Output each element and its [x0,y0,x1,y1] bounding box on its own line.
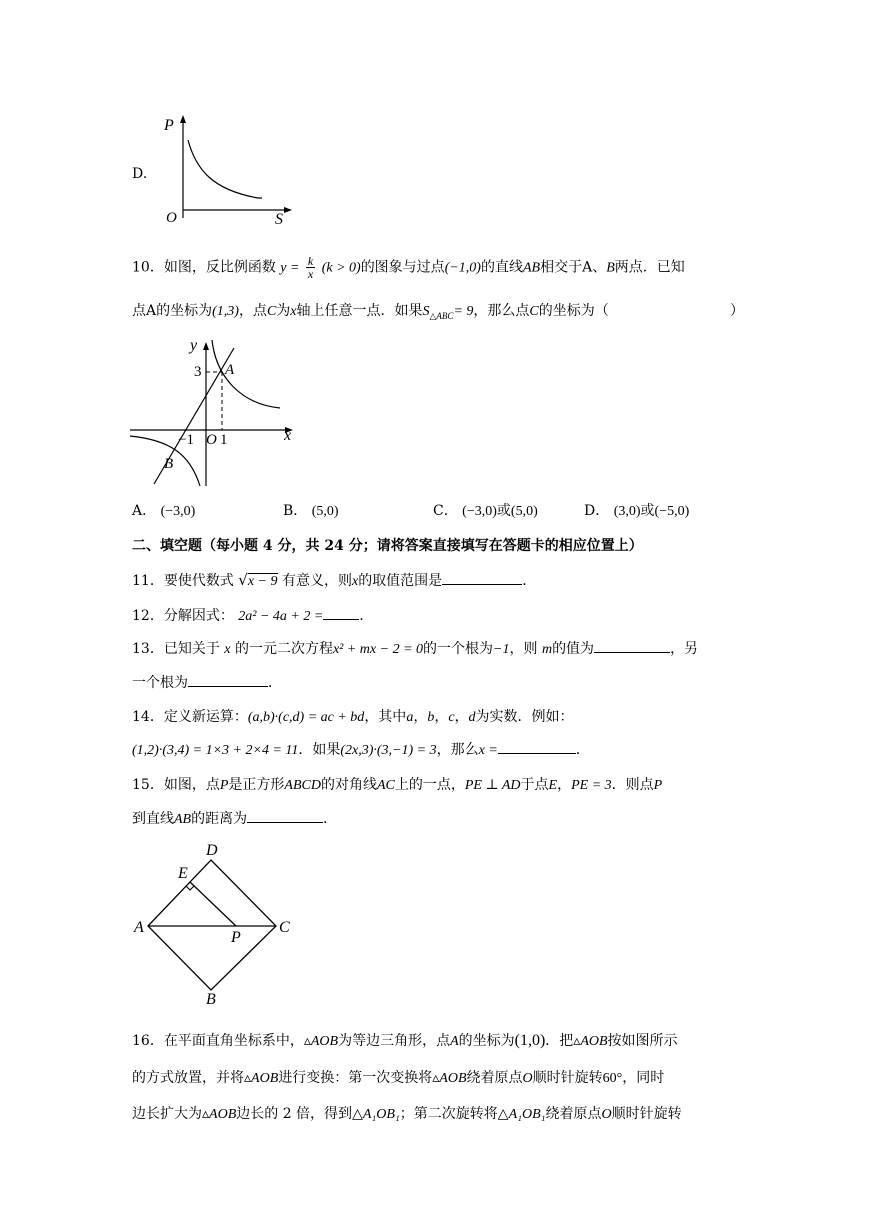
q11-answer-blank[interactable] [442,572,522,585]
q10-option-b[interactable]: B． (5,0) [283,503,339,519]
q10-tick-1: 1 [220,432,228,448]
q9-y-axis-label: P [164,117,174,134]
q15-label-d: D [206,842,218,859]
q15-line1: 15．如图，点P是正方形ABCD的对角线AC上的一点，PE ⊥ AD于点E，PE = 3．则点P [132,777,663,793]
q14-answer-blank[interactable] [498,741,576,754]
q15-line2: 到直线AB的距离为 ． [132,811,338,827]
q10-y-axis-label: y [190,337,198,354]
q12-answer-blank[interactable] [323,607,359,620]
q10-origin-label: O [206,432,217,448]
q9-x-axis-label: S [275,211,283,228]
q12-line: 12．分解因式： 2a² − 4a + 2 = ． [132,608,374,624]
q15-label-b: B [206,991,216,1008]
q10-option-a[interactable]: A． (−3,0) [132,503,196,519]
q16-line3: 边长扩大为▵AOB边长的 2 倍，得到△A₁OB₁；第二次旋转将△A₁OB₁绕着原点O顺时针旋转 [132,1106,682,1122]
q10-hyperbola-graph [130,336,300,486]
q9-pressure-area-graph [158,110,298,230]
q15-label-a: A [134,919,144,936]
q15-label-p: P [231,929,241,946]
q15-square-figure [130,838,300,1010]
q10-line2: 点A的坐标为(1,3)，点C为x轴上任意一点．如果$S_{\triangle ABC}= 9$，那么点C的坐标为（ [132,303,609,321]
q13-line2: 一个根为 ． [132,675,282,691]
q10-tick-3: 3 [194,364,202,380]
q10-tick-neg1: −1 [178,432,194,448]
q11-line: 11．要使代数式 √x − 9 有意义，则x的取值范围是 ． [132,571,537,589]
sqrt-sign: √ [238,571,248,589]
q10-x-axis-label: x [284,427,292,444]
q9-option-d-label: D. [132,166,148,182]
q16-line1: 16．在平面直角坐标系中，▵AOB为等边三角形，点A的坐标为(1,0)．把▵AOB按如图所示 [132,1032,678,1049]
q14-line1: 14．定义新运算：(a,b)·(c,d) = ac + bd，其中a，b，c，d为实数．例如： [132,709,574,725]
q15-answer-blank[interactable] [247,810,323,823]
q9-origin-label: O [166,210,177,226]
section2-heading: 二、填空题（每小题 4 分，共 24 分；请将答案直接填写在答题卡的相应位置上） [132,538,643,554]
q10-option-d[interactable]: D． (3,0)或(−5,0) [584,503,690,519]
q10-option-c[interactable]: C． (−3,0)或(5,0) [433,503,538,519]
q10-close-paren: ） [730,303,744,319]
q16-line2: 的方式放置，并将▵AOB进行变换：第一次变换将▵AOB绕着原点O顺时针旋转60°，同时 [132,1070,665,1086]
q13-answer-blank-root[interactable] [188,674,268,687]
q15-label-c: C [279,919,290,936]
q10-line1: 10．如图，反比例函数 y = $\frac{k}{x}$ (k > 0)的图象与过点(−1,0)的直线AB相交于A、B两点．已知 [132,254,685,281]
q13-answer-blank-m[interactable] [594,640,670,653]
q10-point-b: B [164,456,174,472]
q15-label-e: E [178,865,188,882]
q14-line2: (1,2)·(3,4) = 1×3 + 2×4 = 11．如果(2x,3)·(3,−1) = 3，那么x = ． [132,742,590,758]
q10-point-a: A [225,362,235,378]
q13-line1: 13．已知关于 x 的一元二次方程x² + mx − 2 = 0的一个根为−1，则 m的值为 ，另 [132,641,699,657]
